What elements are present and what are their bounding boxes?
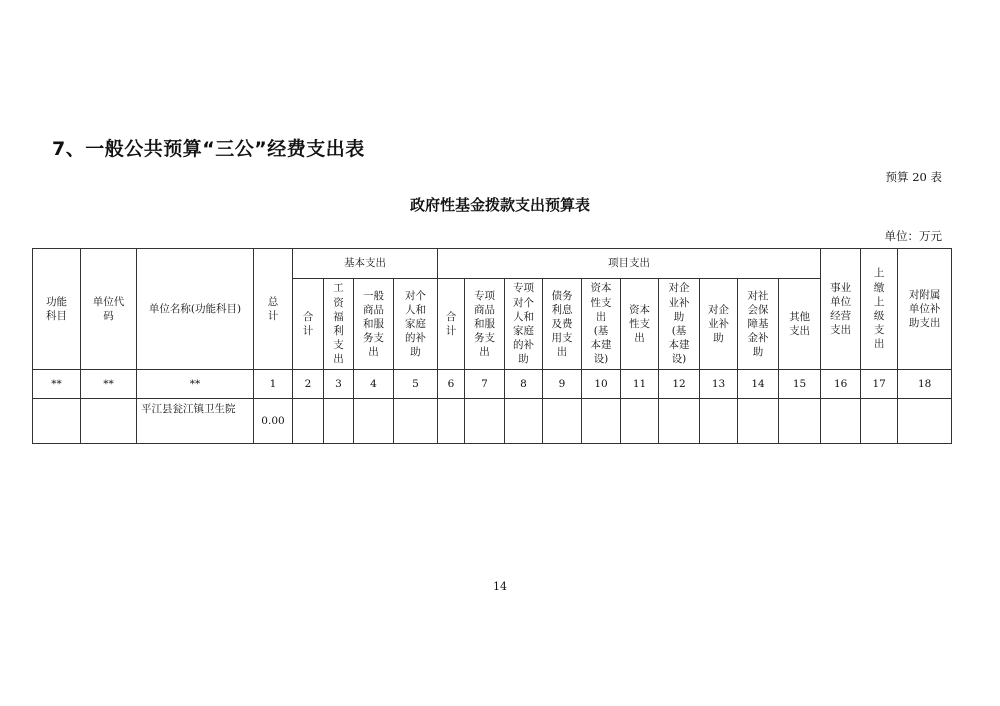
page-number: 14: [493, 580, 507, 593]
index-cell: **: [33, 370, 81, 399]
index-cell: 2: [293, 370, 324, 399]
index-cell: **: [137, 370, 254, 399]
empty-cell: [898, 399, 952, 444]
header-project-subtotal: 合 计: [438, 279, 465, 370]
index-cell: 3: [324, 370, 354, 399]
header-project-debt-interest: 债务 利息 及费 用支 出: [543, 279, 582, 370]
header-function-subject: 功能 科目: [33, 249, 81, 370]
section-heading: 7、一般公共预算“三公”经费支出表: [52, 138, 365, 160]
index-cell: 1: [254, 370, 293, 399]
budget-table: [32, 248, 952, 444]
header-subsidiary-subsidy: 对附属 单位补 助支出: [898, 249, 952, 370]
header-business-operation: 事业 单位 经营 支出: [821, 249, 861, 370]
header-project-enterprise-construction: 对企 业补 助 (基 本建 设): [659, 279, 700, 370]
empty-cell: [621, 399, 659, 444]
header-basic-goods-services: 一般 商品 和服 务支 出: [354, 279, 394, 370]
index-cell: 17: [861, 370, 898, 399]
index-cell: 4: [354, 370, 394, 399]
header-total: 总 计: [254, 249, 293, 370]
index-cell: 6: [438, 370, 465, 399]
index-cell: **: [81, 370, 137, 399]
empty-cell: [465, 399, 505, 444]
cell-function-subject: [33, 399, 81, 444]
header-project-social-security: 对社 会保 障基 金补 助: [738, 279, 779, 370]
header-basic-household-subsidy: 对个 人和 家庭 的补 助: [394, 279, 438, 370]
header-project-goods-services: 专项 商品 和服 务支 出: [465, 279, 505, 370]
empty-cell: [821, 399, 861, 444]
table-title: 政府性基金拨款支出预算表: [409, 196, 590, 214]
index-cell: 8: [505, 370, 543, 399]
index-cell: 14: [738, 370, 779, 399]
header-basic-subtotal: 合 计: [293, 279, 324, 370]
header-unit-code: 单位代 码: [81, 249, 137, 370]
empty-cell: [505, 399, 543, 444]
index-cell: 13: [700, 370, 738, 399]
index-cell: 11: [621, 370, 659, 399]
empty-cell: [779, 399, 821, 444]
index-cell: 7: [465, 370, 505, 399]
header-unit-name: 单位名称(功能科目): [137, 249, 254, 370]
header-remit-upper: 上 缴 上 级 支 出: [861, 249, 898, 370]
index-cell: 15: [779, 370, 821, 399]
header-project-household-subsidy: 专项 对个 人和 家庭 的补 助: [505, 279, 543, 370]
cell-unit-code: [81, 399, 137, 444]
header-project-other: 其他 支出: [779, 279, 821, 370]
empty-cell: [438, 399, 465, 444]
form-number: 预算 20 表: [885, 170, 942, 184]
header-project-expenditure: 项目支出: [438, 249, 821, 279]
empty-cell: [700, 399, 738, 444]
index-cell: 12: [659, 370, 700, 399]
index-cell: 18: [898, 370, 952, 399]
empty-cell: [543, 399, 582, 444]
empty-cell: [738, 399, 779, 444]
header-project-enterprise-subsidy: 对企 业补 助: [700, 279, 738, 370]
index-cell: 5: [394, 370, 438, 399]
empty-cell: [861, 399, 898, 444]
header-basic-wages: 工 资 福 利 支 出: [324, 279, 354, 370]
table-row: [33, 399, 952, 444]
empty-cell: [324, 399, 354, 444]
header-project-capital: 资本 性支 出: [621, 279, 659, 370]
unit-label: 单位：万元: [884, 229, 942, 243]
index-cell: 16: [821, 370, 861, 399]
cell-total: 0.00: [254, 399, 293, 444]
empty-cell: [659, 399, 700, 444]
header-basic-expenditure: 基本支出: [293, 249, 438, 279]
empty-cell: [293, 399, 324, 444]
cell-unit-name: 平江县瓮江镇卫生院: [137, 399, 254, 444]
empty-cell: [582, 399, 621, 444]
empty-cell: [394, 399, 438, 444]
index-row: [33, 370, 952, 399]
header-project-capital-construction: 资本 性支 出 (基 本建 设): [582, 279, 621, 370]
index-cell: 9: [543, 370, 582, 399]
index-cell: 10: [582, 370, 621, 399]
empty-cell: [354, 399, 394, 444]
